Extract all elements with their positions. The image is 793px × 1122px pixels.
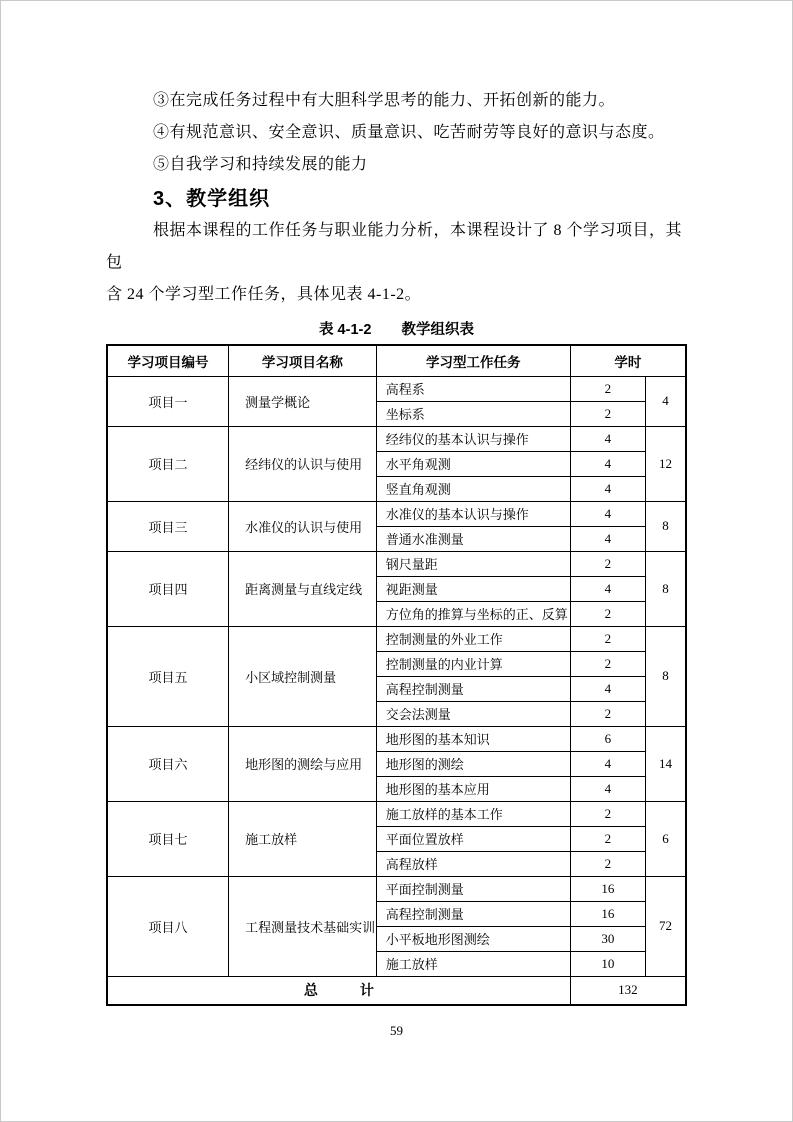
task-hours-cell: 4 bbox=[570, 576, 645, 601]
total-hours: 132 bbox=[570, 976, 686, 1005]
project-id-cell: 项目四 bbox=[107, 551, 229, 626]
project-name-cell: 地形图的测绘与应用 bbox=[229, 726, 377, 801]
project-name-cell: 水准仪的认识与使用 bbox=[229, 501, 377, 551]
paragraph-line-1: 根据本课程的工作任务与职业能力分析，本课程设计了 8 个学习项目，其包 bbox=[106, 222, 683, 271]
task-cell: 钢尺量距 bbox=[376, 551, 570, 576]
task-hours-cell: 2 bbox=[570, 601, 645, 626]
task-hours-cell: 4 bbox=[570, 426, 645, 451]
project-total-hours-cell: 8 bbox=[645, 551, 686, 626]
task-hours-cell: 4 bbox=[570, 526, 645, 551]
page-content bbox=[1, 1, 792, 1006]
table-row bbox=[107, 376, 686, 401]
ability-item-5: ⑤自我学习和持续发展的能力 bbox=[153, 156, 368, 173]
header-task: 学习型工作任务 bbox=[376, 345, 570, 376]
task-hours-cell: 16 bbox=[570, 901, 645, 926]
project-id-cell: 项目二 bbox=[107, 426, 229, 501]
project-id-cell: 项目一 bbox=[107, 376, 229, 426]
header-hours: 学时 bbox=[570, 345, 686, 376]
project-total-hours-cell: 14 bbox=[645, 726, 686, 801]
project-id-cell: 项目五 bbox=[107, 626, 229, 726]
task-cell: 竖直角观测 bbox=[376, 476, 570, 501]
task-hours-cell: 4 bbox=[570, 501, 645, 526]
project-name-cell: 测量学概论 bbox=[229, 376, 377, 426]
project-name-cell: 施工放样 bbox=[229, 801, 377, 876]
task-cell: 普通水准测量 bbox=[376, 526, 570, 551]
task-cell: 水准仪的基本认识与操作 bbox=[376, 501, 570, 526]
project-total-hours-cell: 8 bbox=[645, 626, 686, 726]
table-row bbox=[107, 801, 686, 826]
paragraph-line-2: 含 24 个学习型工作任务，具体见表 4-1-2。 bbox=[106, 286, 422, 303]
table-header-row bbox=[107, 345, 686, 376]
table-row bbox=[107, 501, 686, 526]
task-hours-cell: 4 bbox=[570, 776, 645, 801]
table-caption bbox=[106, 318, 687, 339]
task-hours-cell: 4 bbox=[570, 476, 645, 501]
task-cell: 地形图的测绘 bbox=[376, 751, 570, 776]
task-cell: 高程放样 bbox=[376, 851, 570, 876]
task-cell: 小平板地形图测绘 bbox=[376, 926, 570, 951]
task-hours-cell: 2 bbox=[570, 626, 645, 651]
task-hours-cell: 4 bbox=[570, 451, 645, 476]
task-cell: 控制测量的内业计算 bbox=[376, 651, 570, 676]
total-label: 总 计 bbox=[107, 976, 570, 1005]
task-cell: 平面位置放样 bbox=[376, 826, 570, 851]
task-cell: 视距测量 bbox=[376, 576, 570, 601]
table-caption-label: 表 4-1-2 bbox=[319, 322, 372, 338]
task-hours-cell: 2 bbox=[570, 651, 645, 676]
ability-item-4: ④有规范意识、安全意识、质量意识、吃苦耐劳等良好的意识与态度。 bbox=[153, 124, 665, 141]
task-hours-cell: 4 bbox=[570, 676, 645, 701]
task-cell: 施工放样的基本工作 bbox=[376, 801, 570, 826]
task-cell: 平面控制测量 bbox=[376, 876, 570, 901]
table-row bbox=[107, 876, 686, 901]
task-cell: 地形图的基本应用 bbox=[376, 776, 570, 801]
table-row bbox=[107, 726, 686, 751]
project-name-cell: 工程测量技术基础实训 bbox=[229, 876, 377, 976]
task-hours-cell: 2 bbox=[570, 376, 645, 401]
task-cell: 水平角观测 bbox=[376, 451, 570, 476]
ability-item-3: ③在完成任务过程中有大胆科学思考的能力、开拓创新的能力。 bbox=[153, 92, 616, 109]
task-cell: 经纬仪的基本认识与操作 bbox=[376, 426, 570, 451]
project-name-cell: 经纬仪的认识与使用 bbox=[229, 426, 377, 501]
total-row bbox=[107, 976, 686, 1005]
section-heading: 3、教学组织 bbox=[153, 188, 271, 210]
task-cell: 高程控制测量 bbox=[376, 901, 570, 926]
task-cell: 高程控制测量 bbox=[376, 676, 570, 701]
page-number: 59 bbox=[390, 1023, 403, 1038]
task-cell: 坐标系 bbox=[376, 401, 570, 426]
task-cell: 控制测量的外业工作 bbox=[376, 626, 570, 651]
task-hours-cell: 2 bbox=[570, 401, 645, 426]
task-cell: 方位角的推算与坐标的正、反算 bbox=[376, 601, 570, 626]
project-name-cell: 小区域控制测量 bbox=[229, 626, 377, 726]
task-hours-cell: 2 bbox=[570, 701, 645, 726]
task-cell: 地形图的基本知识 bbox=[376, 726, 570, 751]
project-id-cell: 项目七 bbox=[107, 801, 229, 876]
teaching-organization-table bbox=[106, 344, 687, 1006]
task-hours-cell: 2 bbox=[570, 826, 645, 851]
project-total-hours-cell: 8 bbox=[645, 501, 686, 551]
task-hours-cell: 2 bbox=[570, 551, 645, 576]
project-id-cell: 项目八 bbox=[107, 876, 229, 976]
project-id-cell: 项目六 bbox=[107, 726, 229, 801]
project-total-hours-cell: 4 bbox=[645, 376, 686, 426]
task-cell: 交会法测量 bbox=[376, 701, 570, 726]
project-id-cell: 项目三 bbox=[107, 501, 229, 551]
table-caption-title: 教学组织表 bbox=[401, 322, 474, 338]
task-hours-cell: 16 bbox=[570, 876, 645, 901]
project-total-hours-cell: 12 bbox=[645, 426, 686, 501]
project-total-hours-cell: 72 bbox=[645, 876, 686, 976]
task-hours-cell: 4 bbox=[570, 751, 645, 776]
task-hours-cell: 30 bbox=[570, 926, 645, 951]
task-cell: 施工放样 bbox=[376, 951, 570, 976]
header-project-id: 学习项目编号 bbox=[107, 345, 229, 376]
task-hours-cell: 2 bbox=[570, 801, 645, 826]
project-total-hours-cell: 6 bbox=[645, 801, 686, 876]
table-row bbox=[107, 551, 686, 576]
task-hours-cell: 10 bbox=[570, 951, 645, 976]
task-hours-cell: 2 bbox=[570, 851, 645, 876]
project-name-cell: 距离测量与直线定线 bbox=[229, 551, 377, 626]
table-row bbox=[107, 626, 686, 651]
task-cell: 高程系 bbox=[376, 376, 570, 401]
header-project-name: 学习项目名称 bbox=[229, 345, 377, 376]
table-row bbox=[107, 426, 686, 451]
task-hours-cell: 6 bbox=[570, 726, 645, 751]
